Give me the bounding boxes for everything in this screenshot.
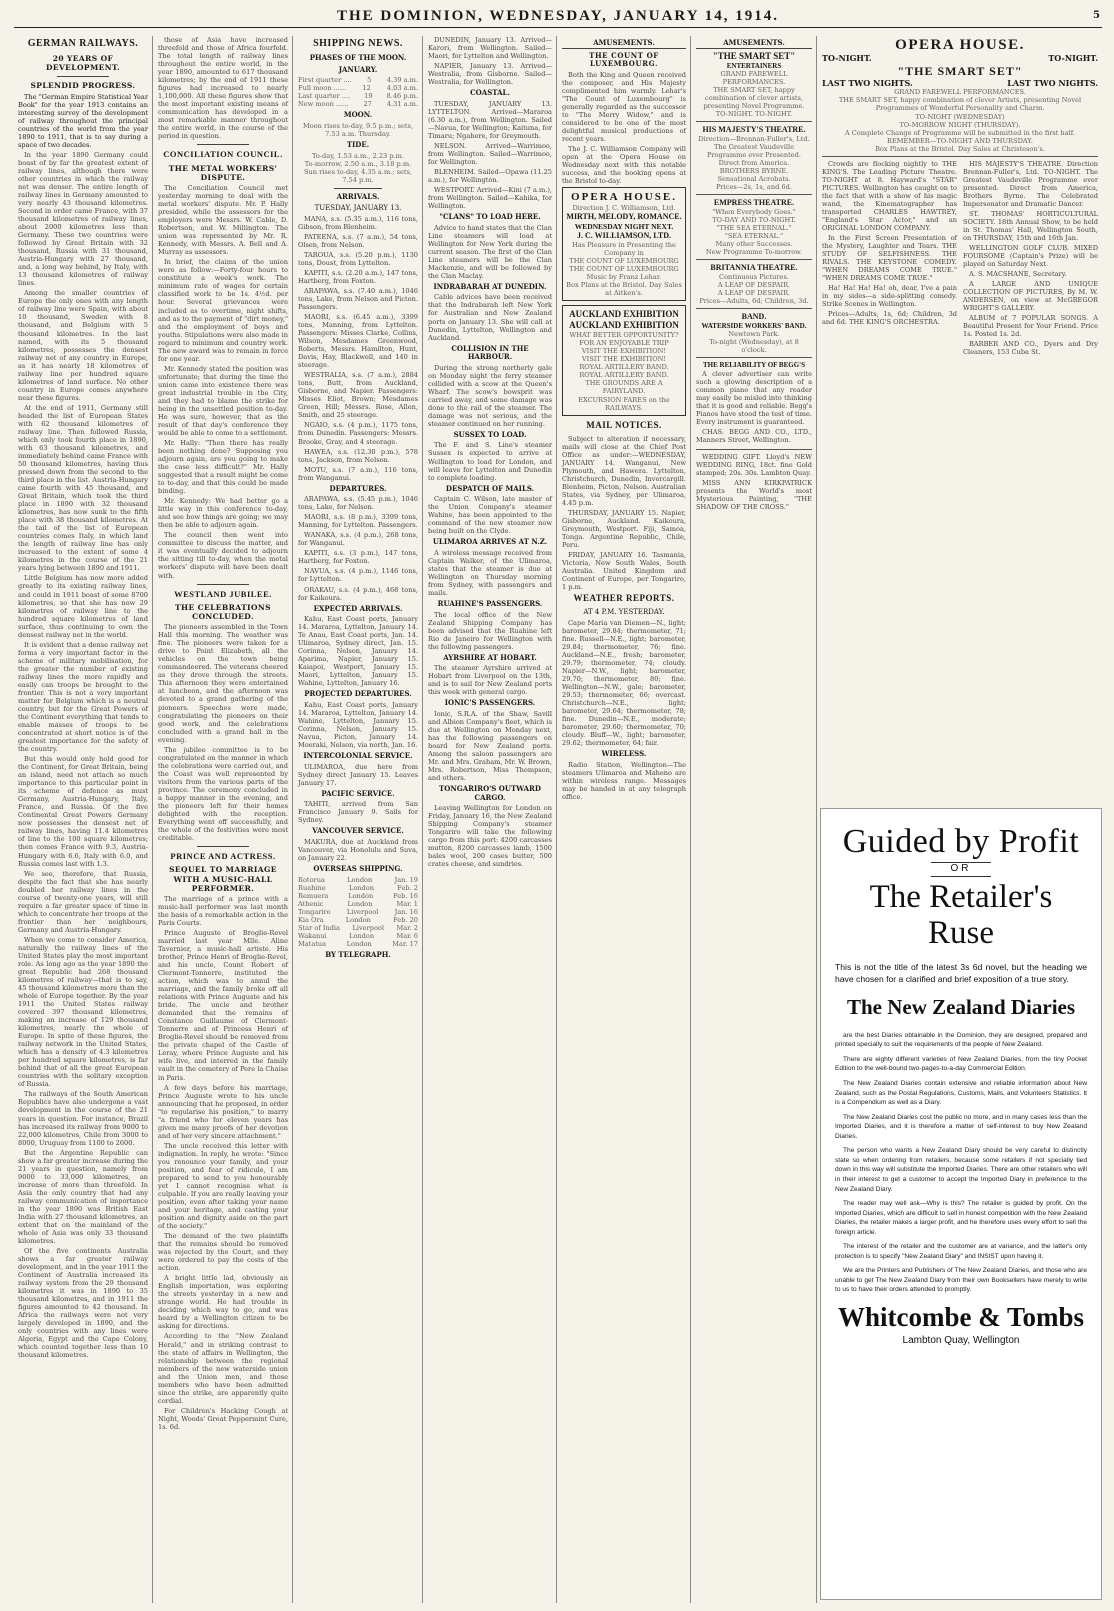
headline-shipping-news: SHIPPING NEWS. <box>313 38 403 49</box>
subhead-january: JANUARY. <box>338 64 378 74</box>
ad-or: OR <box>931 862 991 876</box>
entertainers-label: ENTERTAINERS <box>726 61 782 70</box>
subhead-ruahine: RUAHINE'S PASSENGERS. <box>437 599 543 608</box>
subhead-vancouver: VANCOUVER SERVICE. <box>312 826 404 836</box>
subhead-dispatch: DESPATCH OF MAILS. <box>445 483 535 493</box>
subhead-collision: COLLISION IN THE HARBOUR. <box>451 343 529 362</box>
mirth-melody-romance: MIRTH, MELODY, ROMANCE. <box>566 212 682 222</box>
subhead-marriage: SEQUEL TO MARRIAGE WITH A MUSIC-HALL PERFORMER. <box>169 865 277 893</box>
ad-paragraph-3: The New Zealand Diaries contain extensive and reliable information about New Zealand, such as the Postal Regulations, Customs, Mails, and Volunteers Statistics. It is a Compendium as well as a Diary. <box>835 1080 1087 1107</box>
subhead-ulimaroa: ULIMAROA ARRIVES AT N.Z. <box>432 537 548 547</box>
headline-westland-jubilee: WESTLAND JUBILEE. <box>174 588 272 599</box>
column-amusements-mails: AMUSEMENTS. THE COUNT OF LUXEMBOURG. Both the King and Queen received the composer, and His Majesty complimented him warmly. Lehar's "The Count of Luxembourg" is generally regarded as the successor to "The Merry Widow," and is considered to be one of the most delightful musical productions of recent years. The J. C. Williamson Company will open at the Opera House on Wednesday next with this notable success, and the booking opens at the Bristol to-day. OPERA HOUSE. Direction J. C. Williamson, Ltd. MIRTH, MELODY, ROMANCE. WEDNESDAY NIGHT NEXT. J. C. WILLIAMSON, LTD. Has Pleasure in Presenting the Company in THE COUNT OF LUXEMBOURG THE COUNT OF LUXEMBOURG Music by Franz Lehar. Box Plans at the Bristol. Day Sales at Aitken's. AUCKLAND EXHIBITION AUCKLAND EXHIBITION WHAT BETTER OPPORTUNITY? FOR AN ENJOYABLE TRIP VISIT THE EXHIBITION! VISIT THE EXHIBITION! ROYAL ARTILLERY BAND. ROYAL ARTILLERY BAND. THE GROUNDS ARE A FAIRYLAND. EXCURSION FARES on the RAILWAYS. MAIL NOTICES. Subject to alteration if necessary, mails will close at the Chief Post Office as under:—WEDNESDAY, JANUARY 14. Wanganui, New Plymouth, and Hawera. Lyttelton, Christchurch, Dunedin, Invercargill. Blenheim, Picton, Nelson. Australian States, via Sydney, per Ulimaroa, 4.45 p.m. THURSDAY, JANUARY 15. Napier, Gisborne, Auckland. Kaikoura, Greymouth, Westport. Fiji, Samoa, Tonga. Argentine Republic, Chile, Peru. FRIDAY, JANUARY 16. Tasmania, Victoria, New South Wales, South Australia. United Kingdom and Continent of Europe, per Tongariro, 1 p.m. WEATHER REPORTS. AT 4 P.M. YESTERDAY. Cape Maria van Diemen—N., light; barometer, 29.84; thermometer, 71; fine. Russell—N.E., light; barometer, 29.84; thermometer, 76; fine. Auckland—N.E., fresh; barometer, 29.79; thermometer, 74; cloudy. Napier—N.W., light; barometer, 29.70; thermometer, 80; fine. Wellington—N.W., gale; barometer, 29.53; thermometer, 66; overcast. Christchurch—N.E., light; barometer, 29.64; thermometer, 78; fine. Dunedin—N.E., moderate; barometer, 29.60; thermometer, 70; cloudy. Bluff—W., light; barometer, 29.62; thermometer, 64; fair. WIRELESS. Radio Station, Wellington—The steamers Ulimaroa and Maheno are within wireless range. Messages may be handed in at any telegraph office. <box>562 38 686 801</box>
subhead-moon: MOON. <box>343 110 373 120</box>
subhead-pacific: PACIFIC SERVICE. <box>321 788 395 798</box>
coastal-text: TUESDAY, JANUARY 13. LYTTELTON. Arrived—Mararoa (6.30 a.m.), from Wellington. Sailed—Navua, for Wellington; Kaituna, for Timaru; Ngahere, for Greymouth. NELSON. Arrived—Warrimoo, from Wellington. Sailed—Warrimoo, for Wellington. BLENHEIM. Sailed—Opawa (11.25 a.m.), for Wellington. WESTPORT. Arrived—Kini (7 a.m.), from Wellington. Sailed—Kahika, for Wellington. <box>428 99 552 211</box>
column-theatres: AMUSEMENTS. "THE SMART SET" ENTERTAINERS GRAND FAREWELL PERFORMANCES. THE SMART SET, happy combination of clever artists, presenting Novel Programme. TO-NIGHT. TO-NIGHT. HIS MAJESTY'S THEATRE. Direction—Brennan-Fuller's, Ltd. The Greatest Vaudeville Programme ever Presented. Direct from America. BROTHERS BYRNE. Sensational Acrobats. Prices—2s, 1s, and 6d. EMPRESS THEATRE. "When Everybody Goes." TO-DAY AND TO-NIGHT. "THE SEA ETERNAL." "SEA ETERNAL." Many other Successes. New Programme To-morrow. BRITANNIA THEATRE. Continuous Pictures. A LEAP OF DESPAIR. A LEAP OF DESPAIR. Prices—Adults, 6d; Children, 3d. BAND. WATERSIDE WORKERS' BAND. Newtown Park. To-night (Wednesday), at 8 o'clock. THE RELIABILITY OF BEGG'S A clever advertiser can write such a glowing description of a common piano that any reader may easily be misled into thinking that it is good and reliable. Begg's Pianos have stood the test of time. Every instrument is guaranteed. CHAS. BEGG AND CO., LTD., Manners Street, Wellington. WEDDING GIFT. Lloyd's NEW WEDDING RING, 18ct. fine Gold stamped; 20s. 30s. Lambton Quay. MISS ANN KIRKPATRICK presents the World's most Mysterious Painting, "THE SHADOW OF THE CROSS." <box>696 38 812 512</box>
exhibition-title-2: AUCKLAND EXHIBITION <box>569 320 679 331</box>
column-opera-house <box>818 36 1102 808</box>
smart-set-title: "THE SMART SET" <box>712 50 796 61</box>
williamson-ltd: J. C. WILLIAMSON, LTD. <box>576 231 672 241</box>
mail-notices-text: Subject to alteration if necessary, mails will close at the Chief Post Office as under:—WEDNESDAY, JANUARY 14. Wanganui, New Plymouth, and Hawera. Lyttelton, Christchurch, Dunedin, Invercargill. Blenheim, Picton, Nelson. Australian States, via Sydney, per Ulimaroa, 4.45 p.m. THURSDAY, JANUARY 15. Napier, Gisborne, Auckland. Kaikoura, Greymouth, Westport. Fiji, Samoa, Tonga. Argentine Republic, Chile, Peru. FRIDAY, JANUARY 16. Tasmania, Victoria, New South Wales, South Australia. United Kingdom and Continent of Europe, per Tongariro, 1 p.m. <box>562 434 686 592</box>
ad-paragraph-2: There are eighty different varieties of New Zealand Diaries, from the tiny Pocket Edition to the well-bound two-pages-to-a-day Commercial Edition. <box>835 1055 1087 1073</box>
new-zealand-diaries-ad <box>820 808 1102 1600</box>
arrivals-date: TUESDAY, JANUARY 13. <box>314 204 402 213</box>
moon-phase-table: First quarter .... 5 4.39 a.m. Full moon ...... 12 4.03 a.m. Last quarter .... 19 8.46 p.m. New moon ...... 27 4.31 a.m. <box>298 76 418 109</box>
ad-headline-ruse: The Retailer's Ruse <box>869 878 1053 951</box>
last-two-nights-right: LAST TWO NIGHTS. <box>1007 77 1098 88</box>
subhead-departures: DEPARTURES. <box>329 483 387 493</box>
opera-house-title: OPERA HOUSE. <box>571 191 677 204</box>
waterside-band-title: WATERSIDE WORKERS' BAND. <box>701 321 807 330</box>
ad-paragraph-8: We are the Printers and Publishers of The New Zealand Diaries, and those who are unable to get The New Zealand Diary from their own Booksellers have merely to write to us to have their orders attended to promptly. <box>835 1267 1087 1294</box>
opera-house-ad: OPERA HOUSE. Direction J. C. Williamson, Ltd. MIRTH, MELODY, ROMANCE. WEDNESDAY NIGHT NEXT. J. C. WILLIAMSON, LTD. Has Pleasure in Presenting the Company in THE COUNT OF LUXEMBOURG THE COUNT OF LUXEMBOURG Music by Franz Lehar. Box Plans at the Bristol. Day Sales at Aitken's. <box>562 187 686 301</box>
subhead-tongariro: TONGARIRO'S OUTWARD CARGO. <box>439 784 541 802</box>
ad-paragraph-5: The person who wants a New Zealand Diary should be very careful to distinctly state so when ordering from retailers, because some retailers if not specially tied down in this way will substitute the Imported Diaries. There are other retailers who will in their interest to get a customer to accept the Imported Diary in preference to the New Zealand Diary. <box>835 1147 1087 1193</box>
britannia-ad: BRITANNIA THEATRE. Continuous Pictures. A LEAP OF DESPAIR. A LEAP OF DESPAIR. Prices—Adults, 6d; Children, 3d. <box>696 263 812 309</box>
subhead-moon-phases: PHASES OF THE MOON. <box>309 53 407 63</box>
column-shipping: SHIPPING NEWS. PHASES OF THE MOON. JANUARY. First quarter .... 5 4.39 a.m. Full moon ...... 12 4.03 a.m. Last quarter .... 19 8.46 p.m. New moon ...... 27 4.31 a.m. MOON. Moon rises to-day, 9.5 p.m.; sets, 7.53 a.m. Thursday. TIDE. To-day, 1.53 a.m., 2.23 p.m. To-morrow, 2.50 a.m., 3.18 p.m. Sun rises to-day, 4.35 a.m.; sets, 7.54 p.m. ARRIVALS. TUESDAY, JANUARY 13. MANA, s.s. (5.35 a.m.), 116 tons, Gibson, from Blenheim. PATEENA, s.s. (7 a.m.), 54 tons, Olsen, from Nelson. TAROUA, s.s. (5.20 p.m.), 1130 tons, Doust, from Lyttelton. KAPITI, s.s. (2.20 a.m.), 147 tons, Hartberg, from Foxton. ARAPAWA, s.s. (7.40 a.m.), 1046 tons, Lake, from Nelson and Picton. Passengers. MAORI, s.s. (6.45 a.m.), 3399 tons, Manning, from Lyttelton. Passengers: Misses Clarke, Collins, Wilson, Mesdames Greenwood, Roberts, Messrs. Hamilton, Hunt, Davis, Hay, Blackwell, and 140 in steerage. WESTRALIA, s.s. (7 a.m.), 2884 tons, Butt, from Auckland, Gisborne, and Napier. Passengers: Misses Eliot, Brown; Mesdames Green, Hill; Messrs. Rose, Allen, Smith, and 25 steerage. NGAIO, s.s. (4 p.m.), 1175 tons, from Dunedin. Passengers: Messrs. Brooke, Gray, and 4 steerage. HAWEA, s.s. (12.30 p.m.), 578 tons, Jackson, from Nelson. MOTU, s.s. (7 a.m.), 116 tons, from Wanganui. DEPARTURES. ARAPAWA, s.s. (5.45 p.m.), 1046 tons, Lake, for Nelson. MAORI, s.s. (8 p.m.), 3399 tons, Manning, for Lyttelton. Passengers. WANAKA, s.s. (4 p.m.), 268 tons, for Wanganui. KAPITI, s.s. (3 p.m.), 147 tons, Hartberg, for Foxton. NAVUA, s.s. (4 p.m.), 1146 tons, for Lyttelton. ORAKAU, s.s. (4 p.m.), 468 tons, for Kaikoura. EXPECTED ARRIVALS. Kahu, East Coast ports, January 14. Mararoa, Lyttelton, January 14. Te Anau, East Coast ports, Jan. 14. Ulimaroa, Sydney direct, Jan. 15. Corinna, Nelson, January 14. Aparima, Napier, January 15. Kaiapoi, Westport, January 15. Maori, Lyttelton, January 15. Wahine, Lyttelton, January 16. PROJECTED DEPARTURES. Kahu, East Coast ports, January 14. Mararoa, Lyttelton, January 14. Wahine, Lyttelton, January 15. Corinna, Nelson, January 15. Navua, Picton, January 14. Moeraki, Nelson, via north, Jan. 16. INTERCOLONIAL SERVICE. ULIMAROA, due here from Sydney direct January 15. Leaves January 17. PACIFIC SERVICE. TAHITI, arrived from San Francisco January 9. Sails for Sydney. VANCOUVER SERVICE. MAKURA, due at Auckland from Vancouver, via Honolulu and Suva, on January 22. OVERSEAS SHIPPING. Rotorua London Jan. 19 Ruahine London Feb. 2 Remuera London Feb. 16 Athenic London Mar. 1 Tongariro Liverpool Jan. 16 Kia Ora London Feb. 20 Star of India Liverpool Mar. 2 Wakanui London Mar. 6 Matatua London Mar. 17 BY TELEGRAPH. <box>298 38 418 959</box>
column-councils <box>154 36 292 1603</box>
subhead-clans: "CLANS" TO LOAD HERE. <box>439 212 541 222</box>
subhead-progress: SPLENDID PROGRESS. <box>30 81 136 91</box>
ad-paragraph-1: are the best Diaries obtainable in the Dominion, they are designed, prepared and printed specially to suit the requirements of the people of New Zealand. <box>835 1031 1087 1049</box>
ad-headline-guided: Guided by Profit <box>842 823 1080 860</box>
article-lead: The "German Empire Statistical Year Book" for the year 1913 contains an interesting survey of the development of railway throughout the principal countries of the world from the year 1890 to 1911, that is to say during a space of two decades. <box>18 92 148 149</box>
masthead-title: THE DOMINION, WEDNESDAY, JANUARY 14, 1914. <box>337 8 779 25</box>
page-number: 5 <box>1093 10 1100 22</box>
headline-conciliation-council: CONCILIATION COUNCIL. <box>163 149 283 160</box>
headline-mail-notices: MAIL NOTICES. <box>586 419 662 430</box>
headline-prince-actress: PRINCE AND ACTRESS. <box>170 851 276 862</box>
subhead-telegraph: BY TELEGRAPH. <box>325 949 391 959</box>
subhead-expected-arrivals: EXPECTED ARRIVALS. <box>313 603 403 613</box>
auckland-exhibition-ad: AUCKLAND EXHIBITION AUCKLAND EXHIBITION WHAT BETTER OPPORTUNITY? FOR AN ENJOYABLE TRIP VISIT THE EXHIBITION! VISIT THE EXHIBITION! ROYAL ARTILLERY BAND. ROYAL ARTILLERY BAND. THE GROUNDS ARE A FAIRYLAND. EXCURSION FARES on the RAILWAYS. <box>562 305 686 415</box>
headline-weather-reports: WEATHER REPORTS. <box>573 593 675 604</box>
westland-article-text: The pioneers assembled in the Town Hall this morning. The weather was fine. The pioneers were taken for a drive to Point Elizabeth, all the vehicles on the town being commandeered. The veterans cheered as they drove through the streets. This afternoon they were entertained at luncheon, and the afternoon was devoted to a grand gathering of the pioneers. Speeches were made, congratulating the pioneers on their good work, and the celebrations concluded with a grand ball in the evening. The jubilee committee is to be congratulated on the manner in which the celebrations were carried out, and the Coast was well represented by visitors from the various parts of the province. The ceremony concluded in a happy manner in the evening, and the pioneers left for their homes delighted with the reception. Everything went off successfully, and the whole of the festivities were most creditable. <box>158 623 288 842</box>
projected-departures-text: Kahu, East Coast ports, January 14. Mararoa, Lyttelton, January 14. Wahine, Lyttelton, January 15. Corinna, Nelson, January 15. Navua, Picton, January 14. Moeraki, Nelson, via north, Jan. 16. <box>298 700 418 750</box>
smart-set-ad: "THE SMART SET" ENTERTAINERS GRAND FAREWELL PERFORMANCES. THE SMART SET, happy combination of clever artists, presenting Novel Programme. TO-NIGHT. TO-NIGHT. <box>696 51 812 123</box>
column-2-intro-text: those of Asia have increased threefold and those of Africa fourfold. The total length of railway lines throughout the entire world, in the year 1890, amounted to 617 thousand kilometres; by the end of 1911 these figures had increased to nearly 1,100,000. All these figures show that the most important existing means of communication has developed in a most remarkable manner throughout the entire world, in the course of the period in question. <box>158 36 288 141</box>
britannia-title: BRITANNIA THEATRE. <box>710 263 798 273</box>
ad-paragraph-4: The New Zealand Diaries cost the public no more, and in many cases less than the Imported Diaries, and it is therefore a matter of self-interest to buy New Zealand Diaries. <box>835 1113 1087 1140</box>
wednesday-night: WEDNESDAY NIGHT NEXT. <box>574 222 674 232</box>
opera-house-banner: OPERA HOUSE. <box>895 37 1025 53</box>
conciliation-article-text: The Conciliation Council met yesterday morning to deal with the metal workers' dispute. Mr. P. Hally presided, while the assessors for the employers were Messrs. W. Cable, D. Robertson, and W. Millington. The union was represented by Mr. R. Kennedy, with Messrs. A. Bell and A. Murray as assessors. In brief, the claims of the union were as follow:—Forty-four hours to constitute a week's work. The minimum rate of wages for certain classified work to be 1s. 4½d. per hour. Several grievances were included as to overtime, night shifts, and as to the payment of "dirt money," and the employment of boys and youths. Stipulations were also made in regard to minimum and country work. The new award was to remain in force for one year. Mr. Kennedy stated the position was unfortunate; that during the time the union came into existence there was great industrial trouble in the City, and they had to blame the strike for being in the unsettled position to-day. He was sure, however, that as the result of that day's conference they would be able to come to a settlement. Mr. Hally: "Then there has really been nothing done? Supposing you adjourn again, are you going to make the case less difficult?" Mr. Hally suggested that a result might be come to to-day, and that this could be made binding. Mr. Kennedy: We had better go a little way in this conference to-day, and see how things are going; we may then be able to adjourn again. The council then went into committee to discuss the matter, and it was eventually decided to adjourn the sitting till to-day, when the metal workers' dispute will have been dealt with. <box>158 184 288 580</box>
expected-arrivals-text: Kahu, East Coast ports, January 14. Mararoa, Lyttelton, January 14. Te Anau, East Coast ports, Jan. 14. Ulimaroa, Sydney direct, Jan. 15. Corinna, Nelson, January 14. Aparima, Napier, January 15. Kaiapoi, Westport, January 15. Maori, Lyttelton, January 15. Wahine, Lyttelton, January 16. <box>298 615 418 688</box>
amusements-header-2: AMUSEMENTS. <box>696 39 812 49</box>
empress-title: EMPRESS THEATRE. <box>713 198 795 208</box>
subhead-metal-workers: THE METAL WORKERS' DISPUTE. <box>168 163 278 182</box>
arrivals-text: MANA, s.s. (5.35 a.m.), 116 tons, Gibson, from Blenheim. PATEENA, s.s. (7 a.m.), 54 tons, Olsen, from Nelson. TAROUA, s.s. (5.20 p.m.), 1130 tons, Doust, from Lyttelton. KAPITI, s.s. (2.20 a.m.), 147 tons, Hartberg, from Foxton. ARAPAWA, s.s. (7.40 a.m.), 1046 tons, Lake, from Nelson and Picton. Passengers. MAORI, s.s. (6.45 a.m.), 3399 tons, Manning, from Lyttelton. Passengers: Misses Clarke, Collins, Wilson, Mesdames Greenwood, Roberts, Messrs. Hamilton, Hunt, Davis, Hay, Blackwell, and 140 in steerage. WESTRALIA, s.s. (7 a.m.), 2884 tons, Butt, from Auckland, Gisborne, and Napier. Passengers: Misses Eliot, Brown; Mesdames Green, Hill; Messrs. Rose, Allen, Smith, and 25 steerage. NGAIO, s.s. (4 p.m.), 1175 tons, from Dunedin. Passengers: Messrs. Brooke, Gray, and 4 steerage. HAWEA, s.s. (12.30 p.m.), 578 tons, Jackson, from Nelson. MOTU, s.s. (7 a.m.), 116 tons, from Wanganui. <box>298 214 418 482</box>
tonight-label-right: TO-NIGHT. <box>1048 53 1098 64</box>
ad-nz-diaries-title: The New Zealand Diaries <box>846 995 1076 1020</box>
prince-article-text: The marriage of a prince with a music-hall performer was last month the basis of a remarkable action in the Paris Courts. Prince Auguste of Broglie-Revel married last year Mlle. Aline Tavernier, a music-hall artiste. His brother, Prince Henri of Broglie-Revel, and his uncle, Count Robert of Clermont-Tonnerre, instituted the action, which was to annul the marriage, and the family broke off all relations with Prince Auguste and his bride. The uncle and brother demanded that the remains of Constance Guillaume of Clermont-Tonnerre and of Princess Henri of Broglie-Revel should be removed from the private chapel of the Castle of Leray, where Prince Auguste and his wife live, and interred in the family vault in the cemetery of Pere la Chaise in Paris. A few days before his marriage, Prince Auguste wrote to his uncle announcing that he proposed, in order "to regularise his position," to marry "a friend who for eleven years has given me many proofs of her devotion and of her very sincere attachment." The uncle received this letter with indignation. In reply, he wrote: "Since you renounce your family, and your position, and fear of ridicule, I am prepared to send to you honourably yet I cannot recognise what is culpable. If you are really leaving your position, even after taking your name and your heritage, and casting your position and dignity aside on the part of the society." The demand of the two plaintiffs that the remains should be removed was rejected by the Court, and they were ordered to pay the costs of the action. A bright little lad, obviously an English importation, was exploring the streets yesterday in a new and strange world. He had trouble in deciding which way to go, and was heard by a Wellington citizen to be asking for directions. According to the "New Zealand Herald," and in striking contrast to the state of affairs in Wellington, the relationship between the regional members of the new waterside union and the Union men, and those members who have been admitted since the strike, are apparently quite cordial. For Children's Hacking Cough at Night, Woods' Great Peppermint Cure, 1s. 6d. <box>158 894 288 1431</box>
luxembourg-header: THE COUNT OF LUXEMBOURG. <box>589 50 659 69</box>
subhead-projected-departures: PROJECTED DEPARTURES. <box>304 689 412 699</box>
subhead-arrivals: ARRIVALS. <box>336 191 380 201</box>
headline-german-railways: GERMAN RAILWAYS. <box>27 38 139 49</box>
weather-time: AT 4 P.M. YESTERDAY. <box>583 608 665 617</box>
subhead-ayrshire: AYRSHIRE AT HOBART. <box>443 652 537 662</box>
article-body-text: In the year 1890 Germany could boast of by far the greatest extent of railway lines, although there were other countries in which the railway net was denser. The entire length of railway lines in Germany amounted to very nearly 43 thousand kilometres. Second in order came France, with 37 thousand kilometres of railway lines, about 2000 kilometres less than Germany. These two countries were followed by Great Britain with 32 thousand, Russia with 31 thousand, Austria-Hungary with 27 thousand, and, a long way behind, by Italy, with 13 thousand kilometres of railway lines. Among the smaller countries of Europe the only ones with any length of railway line were Spain, with about 10 thousand, Sweden with 8 thousand, and Belgium with 5 thousand kilometres. In the last named, with its 5 thousand kilometres, possesses the densest railway net of any country in Europe, as it has nearly 18 kilometres of railway line per hundred square kilometres of land surface. No other country in Europe comes anywhere near these figures. At the end of 1911, Germany still headed the list of European States with 62 thousand kilometres of railway line. Then followed Russia, which only took fourth place in 1890, with 63 thousand kilometres, and immediately behind came France with 50 thousand kilometres, having thus pressed down from the second to the third place in the list. Austria-Hungary came fourth with 45 thousand, and Great Britain, which took the third place in 1890 with 32 thousand kilometres, has now sunk to the fifth place with 38 thousand kilometres. At the tail of the list of European countries comes Italy, in which land the length of railway line has only increased to the extent of some 4 kilometres in the course of the 21 years lying between 1890 and 1911. Little Belgium has now more added greatly to its existing railway lines, and could in 1911 boast of some 8700 kilometres, so that she has now 29 kilometres of railway line to the hundred square kilometres of land surface, thus continuing to own the densest railway net in the world. It is evident that a dense railway net forms a very important factor in the scheme of military mobilisation, for the greater the number of existing railway lines the more rapidly and easily can troops be brought to the frontier. This is not a very important matter for Belgium which is a neutral country, but for the Great Powers of the Continent everything that tends to enable masses of troops to be concentrated at short notice is of the greatest importance for the safety of the country. But this would only hold good for the Continent, for Great Britain, being an island, need not attach so much importance to this particular point in its scheme of defence as must Germany, Austria-Hungary, Italy, France, and Russia. Of the five Continental Great Powers Germany now possesses the densest net of railway lines, having 11.4 kilometres of line to the 100 square kilometres; then comes France with 9.3, Austria-Hungary with 6.6, Italy with 6.0, and Russia comes last with 1.3. We see, therefore, that Russia, despite the fact that she has nearly doubled her railway lines in the course of twenty-one years, will still require a far greater space of time in which to concentrate her troops at the frontier than her neighbours, Germany and Austria-Hungary. When we come to consider America, naturally the railway lines of the United States play the most important role. As long ago as the year 1890 the great Republic had 268 thousand kilometres of railway—that is to say, 45 thousand kilometres more than the whole of Europe together. By the year 1911 the United States railway covered 397 thousand kilometres, making an increase of 129 thousand kilometres, nearly the whole of Europe. In spite of these figures, the railway network in the United States, which has a density of 4.3 kilometres per hundred square kilometres, is far behind that of all the great European countries with the solitary exception of Russia. The railways of the South American Republics have also undergone a vast development in the course of the 21 years in question. For instance, Brazil has increased its railway from 9000 to 22,000 kilometres, Chile from 3000 to 8000, Uruguay from 1100 to 2600. But the Argentine Republic can show a far greater increase during the 21 years in question, namely from 9000 to 33,000 kilometres, an increase of more than threefold. In Asia the only country that had any railway communication of importance in the year 1890 was British East India with 27 thousand kilometres, an extent that on the mainland of the whole of Asia was only 33 thousand kilometres. Of the five continents Australia shows a far greater railway development, and in the year 1911 the Continent of Australia increased its railway system from the 29 thousand kilometres it was in 1890 to 35 thousand kilometres, and in 1911 the figures amounted to 42 thousand. In Africa the railways were not very largely developed in 1890, and the only countries with any lines were Algeria, Egypt and the Cape Colony, which counted together less than 10 thousand kilometres. <box>18 150 148 1360</box>
subhead-sussex: SUSSEX TO LOAD. <box>453 429 527 439</box>
subhead-intercolonial: INTERCOLONIAL SERVICE. <box>303 751 413 761</box>
weather-text: Cape Maria van Diemen—N., light; barometer, 29.84; thermometer, 71; fine. Russell—N.E., light; barometer, 29.84; thermometer, 76; fine. Auckland—N.E., fresh; barometer, 29.79; thermometer, 74; cloudy. Napier—N.W., light; barometer, 29.70; thermometer, 80; fine. Wellington—N.W., gale; barometer, 29.53; thermometer, 66; overcast. Christchurch—N.E., light; barometer, 29.64; thermometer, 78; fine. Dunedin—N.E., moderate; barometer, 29.60; thermometer, 70; cloudy. Bluff—W., light; barometer, 29.62; thermometer, 64; fair. <box>562 618 686 748</box>
his-majestys-ad: HIS MAJESTY'S THEATRE. Direction—Brennan-Fuller's, Ltd. The Greatest Vaudeville Programme ever Presented. Direct from America. BROTHERS BYRNE. Sensational Acrobats. Prices—2s, 1s, and 6d. <box>696 125 812 195</box>
band-title: BAND. <box>741 312 767 321</box>
begg-title: THE RELIABILITY OF BEGG'S <box>703 361 805 370</box>
tonight-label-left: TO-NIGHT. <box>822 53 872 64</box>
begg-ad: THE RELIABILITY OF BEGG'S A clever advertiser can write such a glowing description of a common piano that any reader may easily be misled into thinking that it is good and reliable. Begg's Pianos have stood the test of time. Every instrument is guaranteed. CHAS. BEGG AND CO., LTD., Manners Street, Wellington. <box>696 361 812 450</box>
ad-company-address: Lambton Quay, Wellington <box>902 1334 1020 1346</box>
ad-paragraph-7: The interest of the retailer and the customer are at variance, and the latter's only protection is to specify "New Zealand Diary" and INSIST upon having it. <box>835 1243 1087 1260</box>
subhead-wireless: WIRELESS. <box>601 749 647 759</box>
subhead-coastal: COASTAL. <box>470 88 510 98</box>
his-majestys-title: HIS MAJESTY'S THEATRE. <box>702 125 806 135</box>
subhead-tide: TIDE. <box>346 139 370 149</box>
band-ad: BAND. WATERSIDE WORKERS' BAND. Newtown Park. To-night (Wednesday), at 8 o'clock. <box>696 312 812 358</box>
coastal-intro-text: DUNEDIN, January 13. Arrived—Karori, from Wellington. Sailed—Maori, for Lyttelton and Wellington. NAPIER, January 13. Arrived—Westralia, from Gisborne. Sailed—Westralia, for Wellington. <box>428 36 552 87</box>
opera-house-ad-2: OPERA HOUSE. TO-NIGHT. TO-NIGHT. "THE SMART SET" LAST TWO NIGHTS. LAST TWO NIGHTS. GRAND FAREWELL PERFORMANCES. THE SMART SET, happy combination of clever Artists, presenting Novel Programmes of Wonderful Personality and Charm. TO-NIGHT (WEDNESDAY) TO-MORROW NIGHT (THURSDAY). A Complete Change of Programme will be submitted in the first half. REMEMBER—TO-NIGHT AND THURSDAY. Box Plans at the Bristol. Day Sales at Christeson's. <box>822 36 1098 157</box>
subhead-ionic: IONIC'S PASSENGERS. <box>444 698 536 708</box>
amusements-header: AMUSEMENTS. <box>562 39 686 49</box>
subhead-development: 20 YEARS OF DEVELOPMENT. <box>45 54 121 73</box>
subhead-overseas: OVERSEAS SHIPPING. <box>313 863 403 873</box>
smart-set-banner: "THE SMART SET" <box>897 64 1023 79</box>
ad-intro: This is not the title of the latest 3s 6d novel, but the heading we have chosen for a clarified and brief exposition of a true story. <box>835 962 1087 985</box>
opera-right-column-text: HIS MAJESTY'S THEATRE. Direction Brennan-Fuller's, Ltd. TO-NIGHT. The Greatest Vaudeville Programme ever presented. Direct from America, Brothers Byrne. The Celebrated Impersonator and Dramatic Dancer. ST. THOMAS' HORTICULTURAL SOCIETY. 18th Annual Show, to be held in St. Thomas' Hall, Wellington South, on THURSDAY, 15th and 16th Jan. WELLINGTON GOLF CLUB. MIXED FOURSOME (Captain's Prize) will be played on Saturday Next. A. S. MACSHANE, Secretary. A LARGE AND UNIQUE COLLECTION OF PICTURES, By M. W. ANDERSEN, on view at McGREGOR WRIGHT'S GALLERY. ALBUM of 7 POPULAR SONGS. A Beautiful Present for Your Friend. Price 1s. Posted 1s. 2d. BARBER AND CO., Dyers and Dry Cleaners, 153 Cuba St. <box>963 159 1098 357</box>
masthead <box>14 6 1102 28</box>
column-german-railways <box>14 36 152 1603</box>
departures-text: ARAPAWA, s.s. (5.45 p.m.), 1046 tons, Lake, for Nelson. MAORI, s.s. (8 p.m.), 3399 tons, Manning, for Lyttelton. Passengers. WANAKA, s.s. (4 p.m.), 268 tons, for Wanganui. KAPITI, s.s. (3 p.m.), 147 tons, Hartberg, for Foxton. NAVUA, s.s. (4 p.m.), 1146 tons, for Lyttelton. ORAKAU, s.s. (4 p.m.), 468 tons, for Kaikoura. <box>298 495 418 602</box>
opera-left-column-text: Crowds are flocking nightly to THE KING'S. The Leading Picture Theatre. TO-NIGHT at 8. Hayward's "STAR" PICTURES. Wellington has caught on to the fact that with a show of his magic wand, the Kinematographer has transported CHARLES HAWTREY, "England's Star Actor," and an ORIGINAL LONDON COMPANY. In the First Screen Presentation of the Mystery, Laughter and Tears. THE STUDY OF SELFISHNESS. THE RIVALS. THE KEYSTONE COMEDY. "WHEN DREAMS COME TRUE." "WHEN DREAMS COME TRUE." Ha! Ha! Ha! Ha! oh, dear, I've a pain in my sides—a side-splitting comedy. Strike Scenes in Wellington. Prices—Adults, 1s, 6d; Children, 3d and 6d. THE KING'S ORCHESTRA. <box>822 159 957 327</box>
overseas-shipping-table: Rotorua London Jan. 19 Ruahine London Feb. 2 Remuera London Feb. 16 Athenic London Mar. 1 Tongariro Liverpool Jan. 16 Kia Ora London Feb. 20 Star of India Liverpool Mar. 2 Wakanui London Mar. 6 Matatua London Mar. 17 <box>298 875 418 948</box>
empress-ad: EMPRESS THEATRE. "When Everybody Goes." TO-DAY AND TO-NIGHT. "THE SEA ETERNAL." "SEA ETERNAL." Many other Successes. New Programme To-morrow. <box>696 198 812 260</box>
subhead-indrabarah: INDRABARAH AT DUNEDIN. <box>433 281 547 291</box>
exhibition-title-1: AUCKLAND EXHIBITION <box>569 309 679 320</box>
ad-paragraph-6: The reader may well ask—Why is this? The retailer is guided by profit. On the Imported Diaries, which are difficult to sell in honest competition with the New Zealand Diaries, the retailer makes a larger profit, and he therefore uses every effort to sell the foreign article. <box>835 1200 1087 1236</box>
last-two-nights-left: LAST TWO NIGHTS. <box>822 77 913 88</box>
ad-company-name: Whitcombe & Tombs <box>837 1301 1085 1332</box>
subhead-celebrations: THE CELEBRATIONS CONCLUDED. <box>175 602 271 622</box>
column-coastal-news: DUNEDIN, January 13. Arrived—Karori, from Wellington. Sailed—Maori, for Lyttelton and Wellington. NAPIER, January 13. Arrived—Westralia, from Gisborne. Sailed—Westralia, for Wellington. COASTAL. TUESDAY, JANUARY 13. LYTTELTON. Arrived—Mararoa (6.30 a.m.), from Wellington. Sailed—Navua, for Wellington; Kaituna, for Timaru; Ngahere, for Greymouth. NELSON. Arrived—Warrimoo, from Wellington. Sailed—Warrimoo, for Wellington. BLENHEIM. Sailed—Opawa (11.25 a.m.), for Wellington. WESTPORT. Arrived—Kini (7 a.m.), from Wellington. Sailed—Kahika, for Wellington. "CLANS" TO LOAD HERE. Advice to hand states that the Clan Line steamers will load at Wellington for New York during the current season. The first of the Clan Line steamers will be the Clan Mackenzie, and will be followed by the Clan Maclay. INDRABARAH AT DUNEDIN. Cable advices have been received that the Indrabarah left New York for Australian and New Zealand ports on January 13. She will call at Dunedin, Lyttelton, Wellington and Auckland. COLLISION IN THE HARBOUR. During the strong northerly gale on Monday night the ferry steamer collided with a scow at the Queen's Wharf. The scow's bowsprit was carried away, and some damage was done to the rail of the steamer. The damage was not serious, and the steamer continued on her running. SUSSEX TO LOAD. The F. and S. Line's steamer Sussex is expected to arrive at Wellington to load for London, and will leave for Lyttelton and Dunedin to complete loading. DESPATCH OF MAILS. Captain C. Wilson, late master of the Union Company's steamer Wahine, has been appointed to the command of the new steamer now being built on the Clyde. ULIMAROA ARRIVES AT N.Z. A wireless message received from Captain Walker, of the Ulimaroa, states that the steamer is due at Wellington on Thursday morning from Sydney, with passengers and mails. RUAHINE'S PASSENGERS. The local office of the New Zealand Shipping Company has been advised that the Ruahine left Rio de Janeiro for Wellington with the following passengers. AYRSHIRE AT HOBART. The steamer Ayrshire arrived at Hobart from Liverpool on the 13th, and is to sail for New Zealand ports this week with general cargo. IONIC'S PASSENGERS. Ionic, S.R.A. of the Shaw, Savill and Albion Company's fleet, which is due at Wellington on Monday next, has the following passengers on board for New Zealand ports. Among the saloon passengers are Mr. and Mrs. Graham, Mr. W. Brown, Mrs. Robertson, Miss Thompson, and others. TONGARIRO'S OUTWARD CARGO. Leaving Wellington for London on Friday, January 16, the New Zealand Shipping Company's steamer Tongariro will take the following cargo from this port: 4200 carcasses mutton, 8200 carcasses lamb, 1500 bales wool, 200 cases butter, 500 crates cheese, and sundries. <box>428 36 552 869</box>
